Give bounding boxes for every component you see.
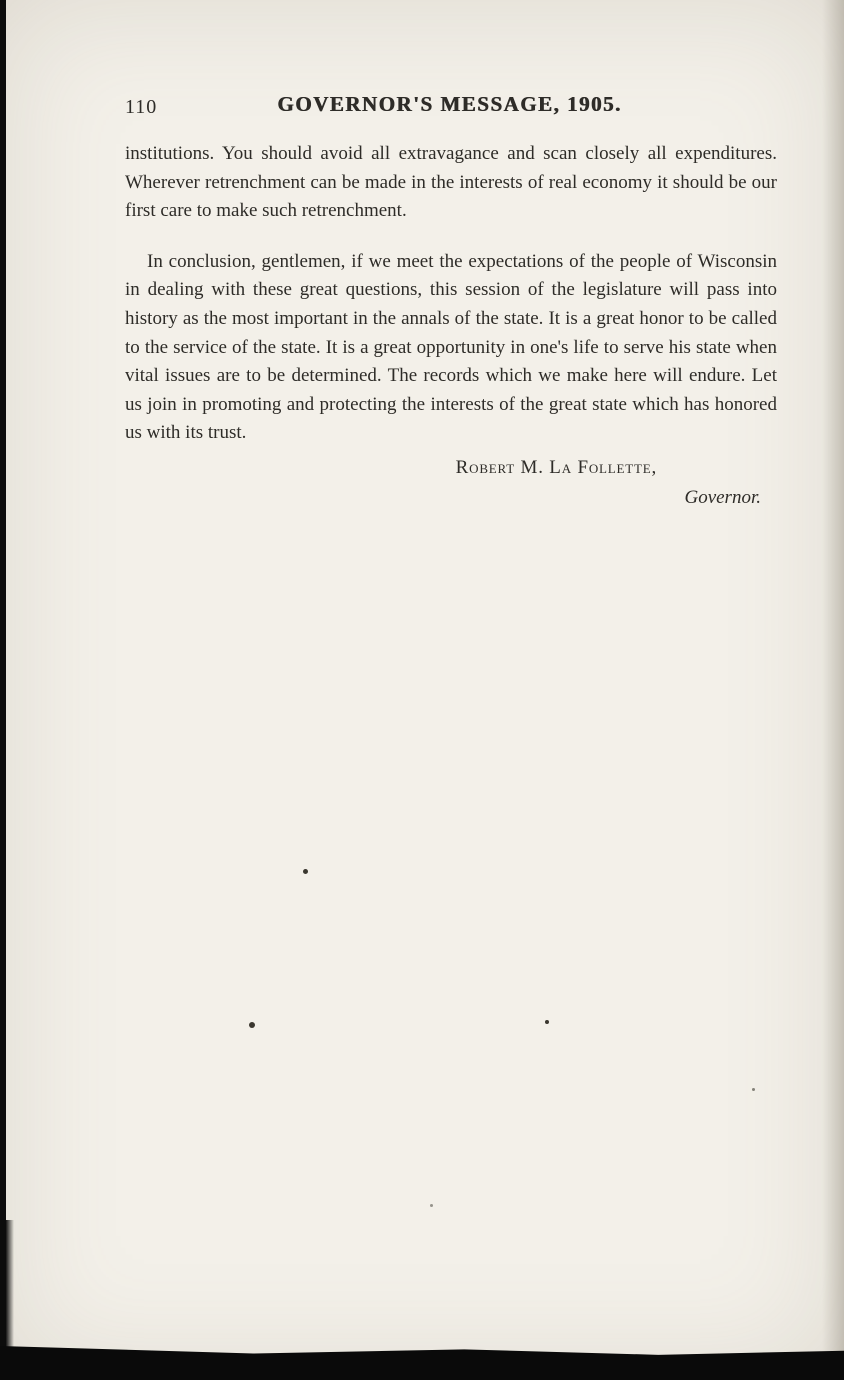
scan-speck — [752, 1088, 755, 1091]
signature-block — [125, 454, 777, 512]
scan-edge-bottom — [0, 1346, 844, 1380]
scan-speck — [545, 1020, 549, 1024]
body-text — [125, 140, 777, 512]
signature-name: Robert M. La Follette, — [455, 456, 657, 478]
paragraph-conclusion: In conclusion, gentlemen, if we meet the expectations of the people of Wisconsin in dealing with these great questions, this session of the legislature will pass into history as the most important in the annals of the state. It is a great honor to be called to the service of the state. It is a great opportunity in one's life to serve his state when vital issues are to be determined. The records which we make here will endure. Let us join in promoting and protecting the interests of the great state which has honored us with its trust. — [125, 250, 777, 444]
running-title: GOVERNOR'S MESSAGE, 1905. — [277, 92, 622, 116]
page-number: 110 — [125, 96, 158, 118]
scan-speck — [249, 1022, 255, 1028]
scan-edge-left — [0, 0, 6, 1380]
page-header — [125, 92, 774, 124]
scan-shade-right — [822, 0, 844, 1380]
scan-speck — [430, 1204, 433, 1207]
scan-speck — [303, 869, 308, 874]
paragraph-institutions: institutions. You should avoid all extravagance and scan closely all expenditures. Wherever retrenchment can be made in the interests of real economy it should be our first care to make such retrenchment. — [125, 143, 777, 222]
signature-title: Governor. — [684, 486, 761, 508]
